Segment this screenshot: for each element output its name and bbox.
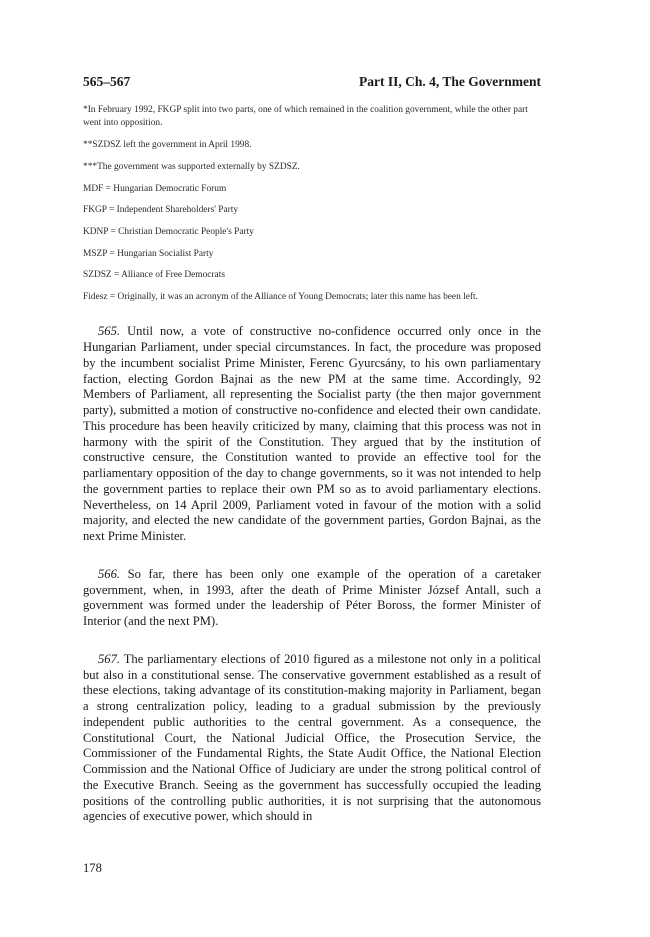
paragraph-number: 565. bbox=[98, 324, 121, 339]
table-notes bbox=[83, 104, 541, 304]
note-item: ***The government was supported externally by SZDSZ. bbox=[83, 161, 300, 172]
paragraph-text: Until now, a vote of constructive no-confidence occurred only once in the Hungarian Parliament, under special circumstances. In fact, the procedure was proposed by the incumbent socialist Prime Minister, Ferenc Gyurcsány, to his own parliamentary faction, electing Gordon Bajnai as the new PM at the same time. Accordingly, 92 Members of Parliament, all representing the Socialist party (the then major government party), submitted a motion of constructive no-confidence and elected their own candidate. This procedure has been heavily criticized by many, claiming that this process was not in harmony with the spirit of the Constitution. They argued that by the institution of constructive censure, the Constitution wanted to provide an effective tool for the parliamentary opposition of the day to change governments, so it was not intended to help the government parties to replace their own PM so as to avoid parliamentary elections. Nevertheless, on 14 April 2009, Parliament voted in favour of the motion with a solid majority, and elected the new candidate of the government parties, Gordon Bajnai, as the next Prime Minister. bbox=[83, 324, 541, 544]
note-item: *In February 1992, FKGP split into two parts, one of which remained in the coalition government, while the other part went into opposition. bbox=[83, 105, 528, 129]
note-item: Fidesz = Originally, it was an acronym of the Alliance of Young Democrats; later this name has been left. bbox=[83, 292, 478, 303]
page bbox=[83, 74, 541, 847]
paragraph-566 bbox=[83, 567, 541, 630]
running-head-paragraph-range: 565–567 bbox=[83, 74, 131, 89]
running-head bbox=[83, 74, 541, 90]
paragraph-number: 566. bbox=[98, 566, 121, 581]
paragraph-565 bbox=[83, 324, 541, 545]
paragraph-text: The parliamentary elections of 2010 figured as a milestone not only in a political but also in a constitutional sense. The conservative government established as a result of these elections, taking advantage of its constitution-making majority in Parliament, began a strong centralization policy, leading to a gradual submission by the previously independent public authorities to the central government. As a consequence, the Constitutional Court, the National Judicial Office, the Prosecution Service, the Commissioner of the Fundamental Rights, the State Audit Office, the National Election Commission and the National Office of Judiciary are under the strong political control of the Executive Branch. Seeing as the government has successfully occupied the leading positions of the controlling public authorities, it is not surprising that the autonomous agencies of executive power, which should in bbox=[83, 651, 541, 824]
page-number: 178 bbox=[83, 861, 102, 875]
paragraph-number: 567. bbox=[98, 651, 121, 666]
note-item: KDNP = Christian Democratic People's Party bbox=[83, 226, 254, 237]
running-head-chapter-title: Part II, Ch. 4, The Government bbox=[359, 74, 541, 89]
paragraph-text: So far, there has been only one example of the operation of a caretaker government, when, in 1993, after the death of Prime Minister József Antall, such a government was formed under the leadership of Péter Boross, the former Minister of Interior (and the next PM). bbox=[83, 566, 541, 629]
note-item: MDF = Hungarian Democratic Forum bbox=[83, 183, 227, 194]
note-item: **SZDSZ left the government in April 1998. bbox=[83, 140, 252, 151]
note-item: FKGP = Independent Shareholders' Party bbox=[83, 205, 239, 216]
body-text bbox=[83, 324, 541, 825]
paragraph-567 bbox=[83, 652, 541, 825]
note-item: SZDSZ = Alliance of Free Democrats bbox=[83, 270, 225, 281]
note-item: MSZP = Hungarian Socialist Party bbox=[83, 248, 214, 259]
